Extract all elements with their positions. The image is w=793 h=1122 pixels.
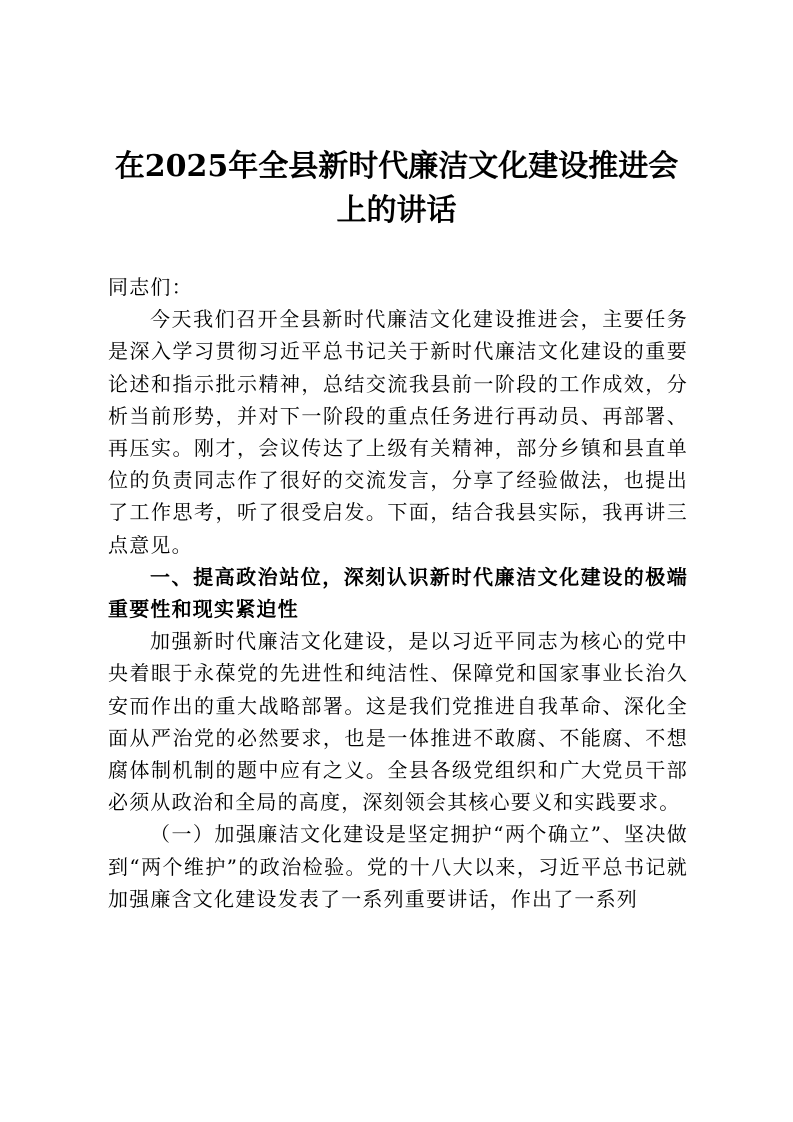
document-title: 在2025年全县新时代廉洁文化建设推进会上的讲话: [114, 149, 679, 228]
document-body: [108, 271, 688, 915]
paragraph-intro: 今天我们召开全县新时代廉洁文化建设推进会，主要任务是深入学习贯彻习近平总书记关于新时代廉洁文化建设的重要论述和指示批示精神，总结交流我县前一阶段的工作成效，分析当前形势，并对下一阶段的重点任务进行再动员、再部署、再压实。刚才，会议传达了上级有关精神，部分乡镇和县直单位的负责同志作了很好的交流发言，分享了经验做法，也提出了工作思考，听了很受启发。下面，结合我县实际，我再讲三点意见。: [108, 307, 688, 557]
section-heading-1: 一、提高政治站位，深刻认识新时代廉洁文化建设的极端重要性和现实紧迫性: [108, 564, 688, 622]
salutation: 同志们：: [108, 275, 193, 299]
paragraph-subsection-1: （一）加强廉洁文化建设是坚定拥护“两个确立”、坚决做到“两个维护”的政治检验。党的十八大以来，习近平总书记就加强廉含文化建设发表了一系列重要讲话，作出了一系列: [108, 822, 688, 911]
paragraph-section-1: 加强新时代廉洁文化建设，是以习近平同志为核心的党中央着眼于永葆党的先进性和纯洁性、保障党和国家事业长治久安而作出的重大战略部署。这是我们党推进自我革命、深化全面从严治党的必然要求，也是一体推进不敢腐、不能腐、不想腐体制机制的题中应有之义。全县各级党组织和广大党员干部必须从政治和全局的高度，深刻领会其核心要义和实践要求。: [108, 629, 688, 815]
